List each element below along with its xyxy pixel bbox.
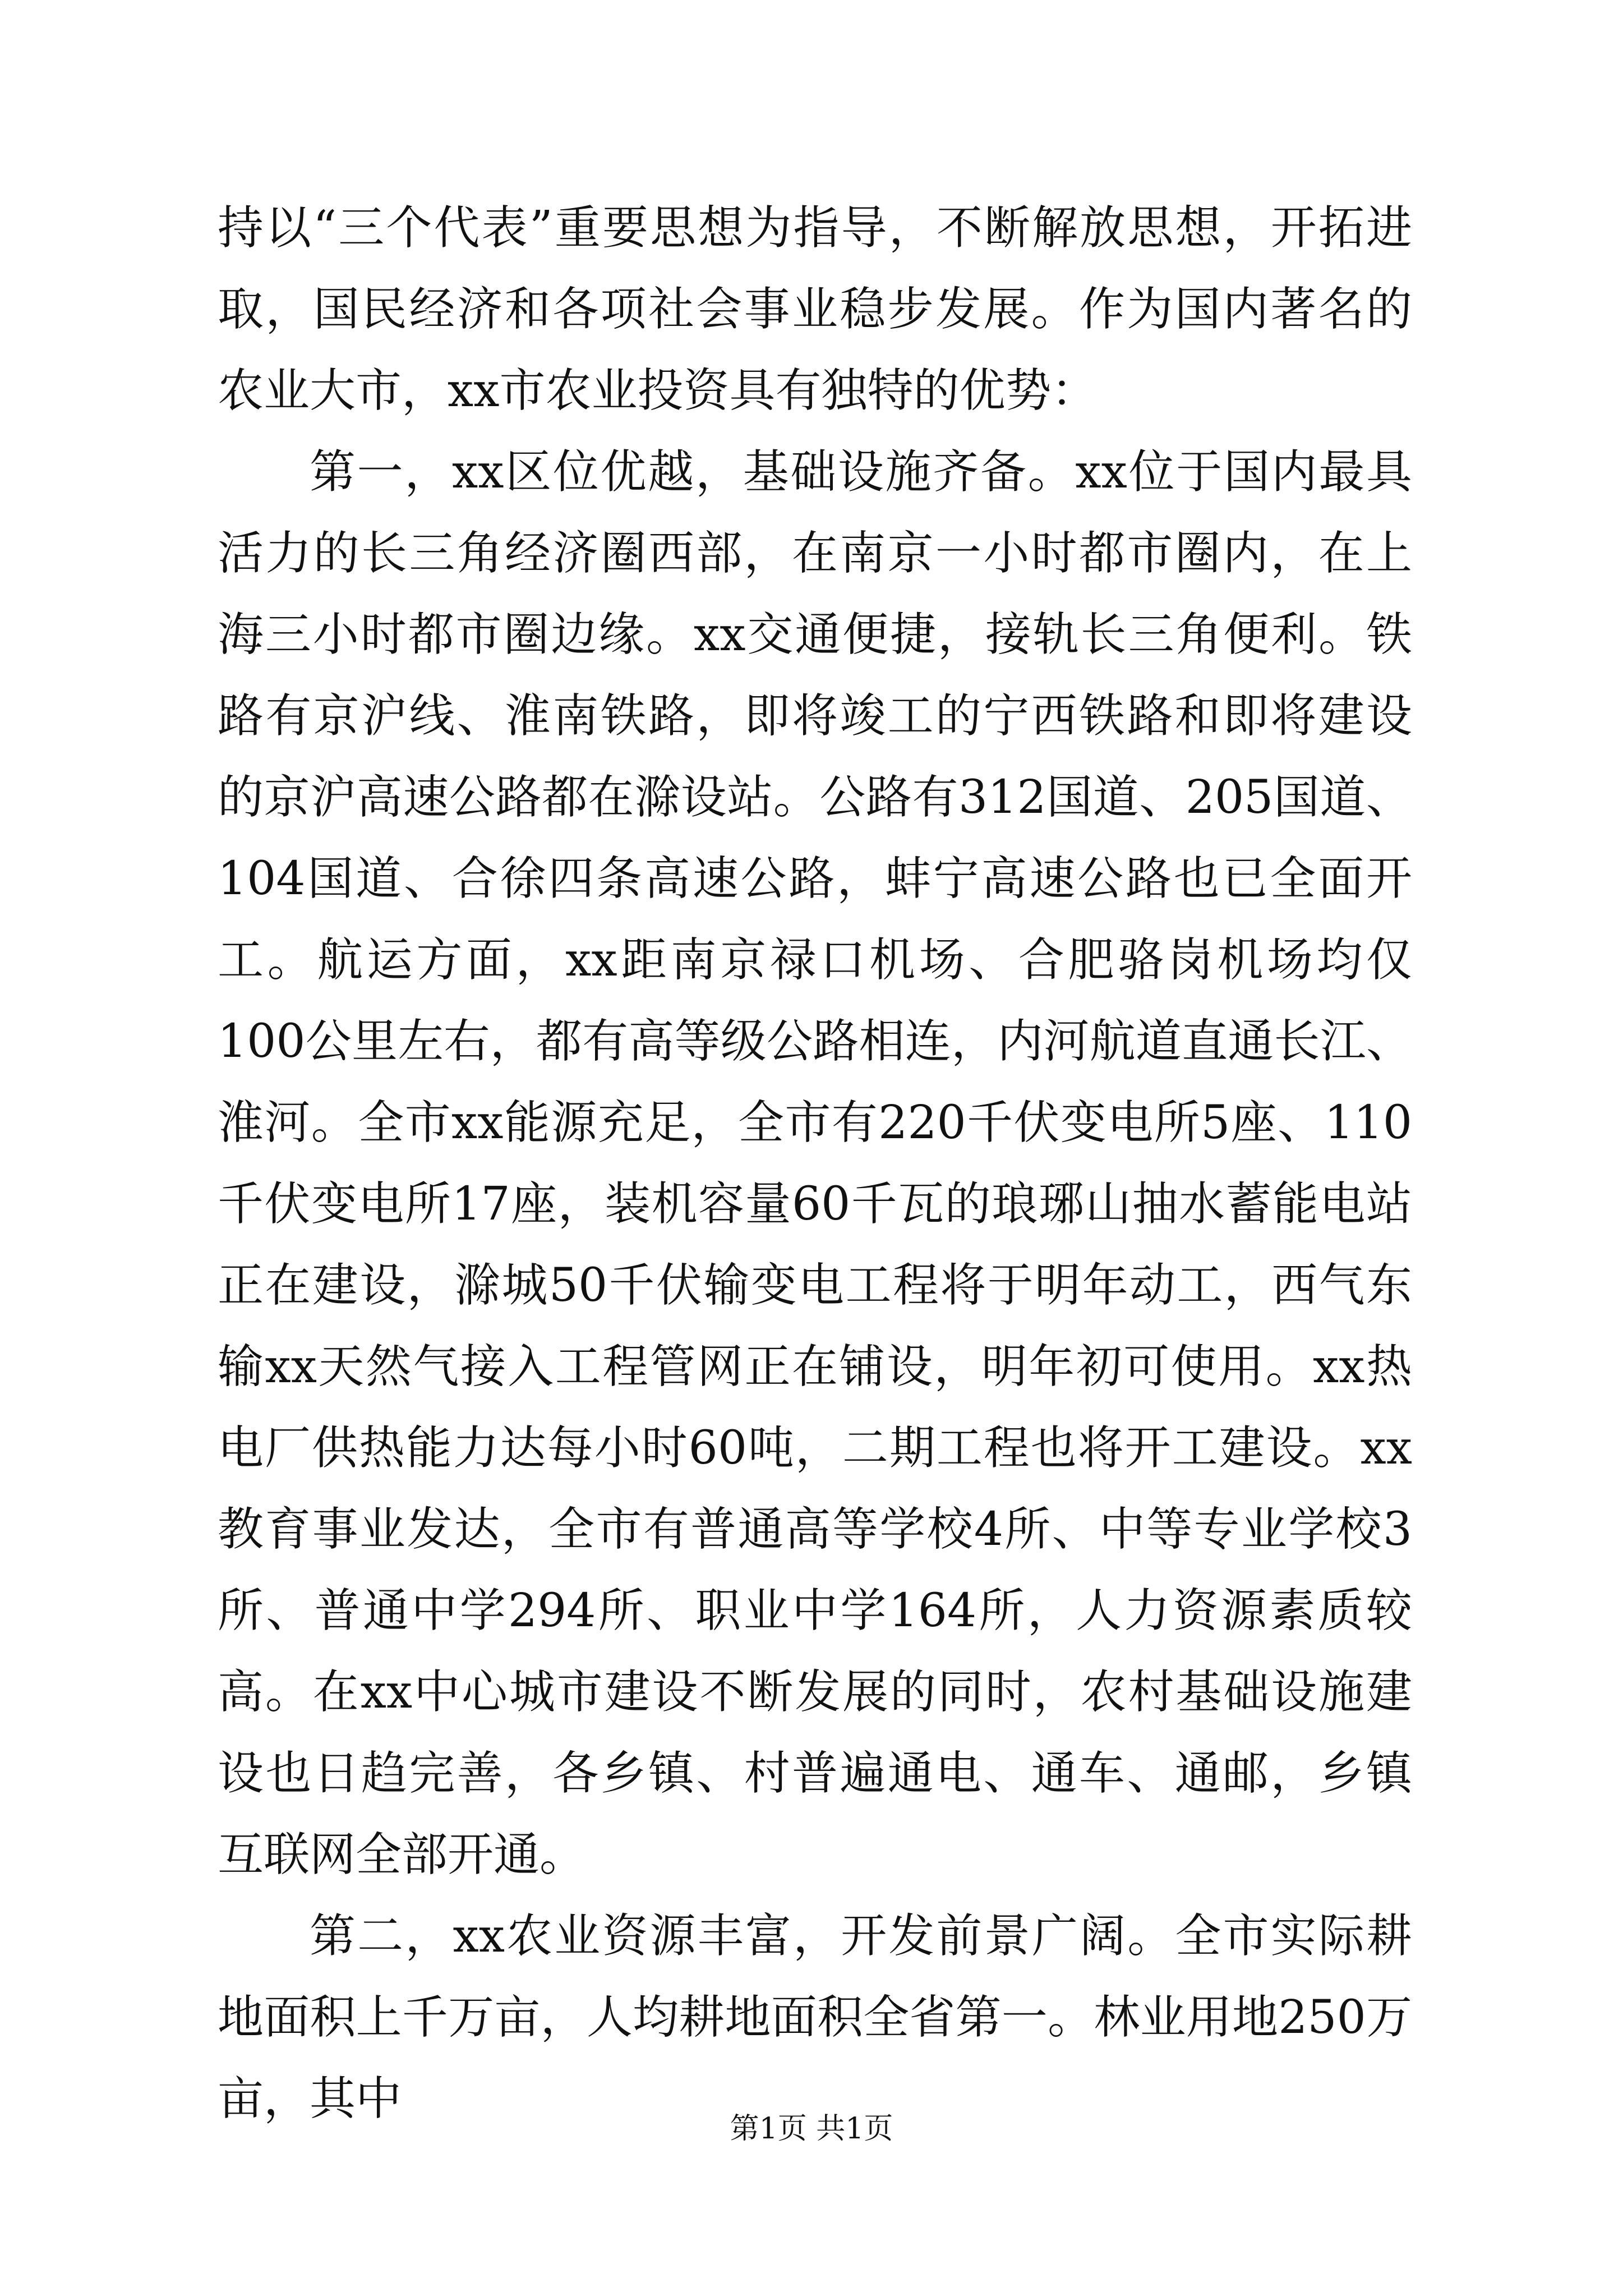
document-body bbox=[218, 187, 1412, 2139]
paragraph-second-advantage: 第二，xx农业资源丰富，开发前景广阔。全市实际耕地面积上千万亩，人均耕地面积全省第一。林业用地250万亩，其中 bbox=[218, 1910, 1412, 2125]
page-footer: 第1页 共1页 bbox=[730, 2112, 893, 2146]
paragraph-continuation: 持以“三个代表”重要思想为指导，不断解放思想，开拓进取，国民经济和各项社会事业稳步发展。作为国内著名的农业大市，xx市农业投资具有独特的优势： bbox=[218, 201, 1412, 417]
paragraph-first-advantage: 第一，xx区位优越，基础设施齐备。xx位于国内最具活力的长三角经济圈西部，在南京一小时都市圈内，在上海三小时都市圈边缘。xx交通便捷，接轨长三角便利。铁路有京沪线、淮南铁路，即将竣工的宁西铁路和即将建设的京沪高速公路都在滁设站。公路有312国道、205国道、104国道、合徐四条高速公路，蚌宁高速公路也已全面开工。航运方面，xx距南京禄口机场、合肥骆岗机场均仅100公里左右，都有高等级公路相连，内河航道直通长江、淮河。全市xx能源充足，全市有220千伏变电所5座、110千伏变电所17座，装机容量60千瓦的琅琊山抽水蓄能电站正在建设，滁城50千伏输变电工程将于明年动工，西气东输xx天然气接入工程管网正在铺设，明年初可使用。xx热电厂供热能力达每小时60吨，二期工程也将开工建设。xx教育事业发达，全市有普通高等学校4所、中等专业学校3所、普通中学294所、职业中学164所，人力资源素质较高。在xx中心城市建设不断发展的同时，农村基础设施建设也日趋完善，各乡镇、村普遍通电、通车、通邮，乡镇互联网全部开通。 bbox=[218, 445, 1412, 1881]
